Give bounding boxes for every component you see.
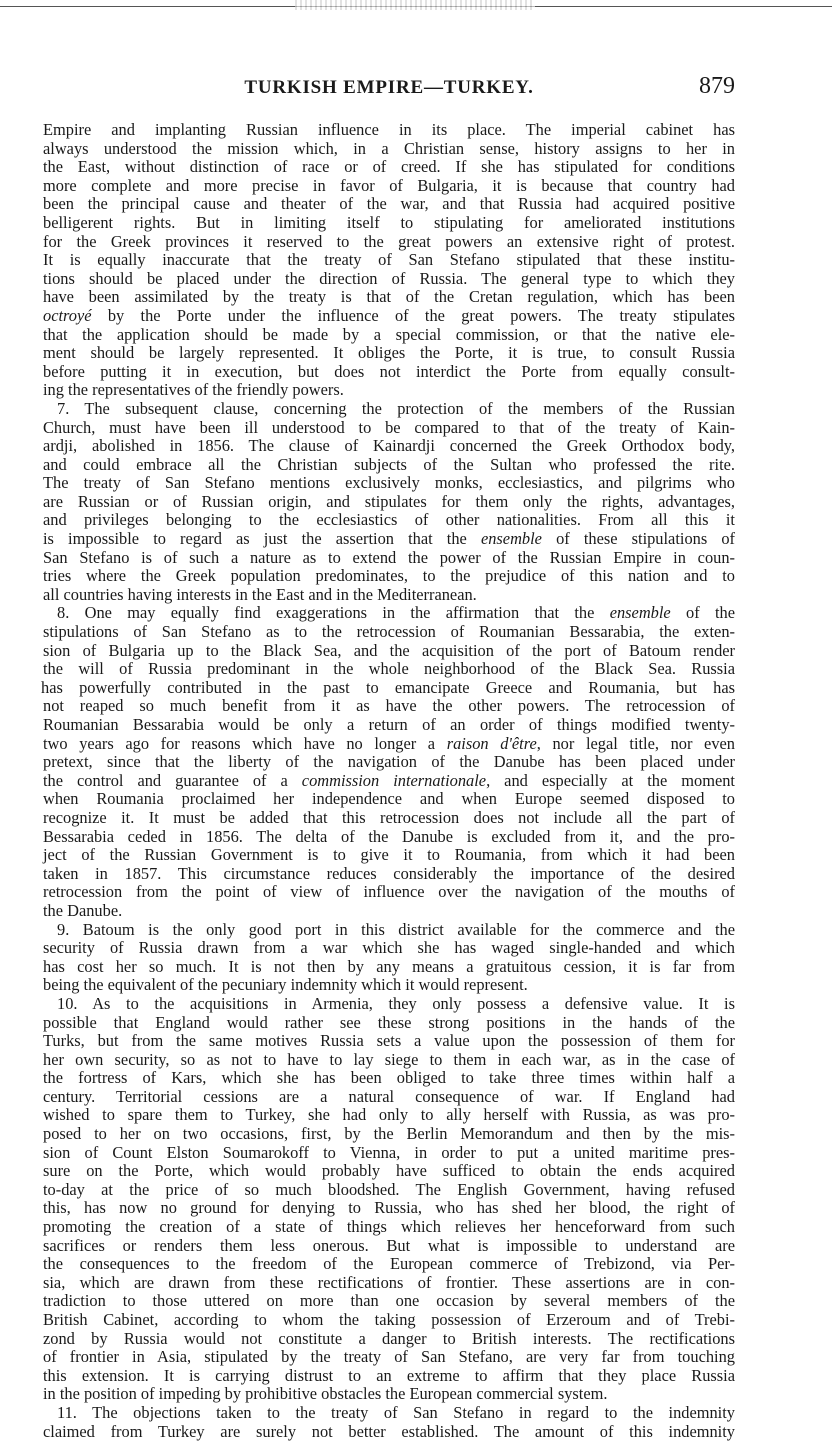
text-line: pretext, since that the liberty of the navigation of the Danube has been placed under <box>43 752 735 772</box>
text-line: ject of the Russian Government is to give it to Roumania, from which it had been <box>43 845 735 865</box>
text-line: always understood the mission which, in a Christian sense, history assigns to her in <box>43 138 735 158</box>
text-line: century. Territorial cessions are a natural consequence of war. If England had <box>43 1086 735 1106</box>
text-line: are Russian or of Russian origin, and stipulates for them only the rights, advantages, <box>43 491 735 511</box>
page-number: 879 <box>699 73 735 99</box>
text-line: the Danube. <box>43 900 123 920</box>
text-line: before putting it in execution, but does not interdict the Porte from equally consult- <box>43 361 735 381</box>
text-line: sacrifices or renders them less onerous. But what is impossible to understand are <box>43 1235 735 1255</box>
text-line: her own security, so as not to have to lay siege to them in each war, as in the case of <box>43 1049 735 1069</box>
text-line: octroyé by the Porte under the influence of the great powers. The treaty stipulates <box>43 305 735 325</box>
text-line: retrocession from the point of view of influence over the navigation of the mouths of <box>43 882 735 902</box>
text-line: possible that England would rather see these strong positions in the hands of the <box>43 1012 735 1032</box>
text-line: posed to her on two occasions, first, by the Berlin Memorandum and then by the mis- <box>43 1124 735 1144</box>
text-line: It is equally inaccurate that the treaty of San Stefano stipulated that these institu- <box>43 250 735 270</box>
text-line: 7. The subsequent clause, concerning the protection of the members of the Russian <box>57 398 735 418</box>
text-line: Empire and implanting Russian influence in its place. The imperial cabinet has <box>43 120 735 139</box>
text-line: recognize it. It must be added that this retrocession does not include all the part of <box>43 807 735 827</box>
text-line: and privileges belonging to the ecclesiastics of other nationalities. From all this it <box>43 510 735 530</box>
text-line: British Cabinet, according to whom the taking possession of Erzeroum and of Trebi- <box>43 1310 735 1329</box>
text-line: for the Greek provinces it reserved to the great powers an extensive right of protest. <box>43 231 735 251</box>
text-line: the consequences to the freedom of the European commerce of Trebizond, via Per- <box>43 1254 735 1274</box>
text-line: Church, must have been ill understood to be compared to that of the treaty of Kain- <box>43 417 735 437</box>
text-line: the East, without distinction of race or of creed. If she has stipulated for conditions <box>43 157 735 177</box>
text-line: has cost her so much. It is not then by any means a gratuitous cession, it is far from <box>43 956 735 976</box>
text-line: tries where the Greek population predominates, to the prejudice of this nation and to <box>43 566 735 586</box>
text-line: Roumanian Bessarabia would be only a return of an order of things modified twenty- <box>43 715 735 734</box>
text-line: The treaty of San Stefano mentions exclusively monks, ecclesiastics, and pilgrims who <box>43 473 735 493</box>
text-line: is impossible to regard as just the assertion that the ensemble of these stipulations of <box>43 529 735 549</box>
text-line: ing the representatives of the friendly powers. <box>43 380 344 400</box>
text-line: claimed from Turkey are surely not better established. The amount of this indemnity <box>43 1421 735 1441</box>
text-line: the control and guarantee of a commission internationale, and especially at the moment <box>43 770 735 790</box>
text-line: 10. As to the acquisitions in Armenia, they only possess a defensive value. It is <box>57 993 735 1013</box>
text-line: promoting the creation of a state of things which relieves her henceforward from such <box>43 1217 735 1237</box>
text-line: tions should be placed under the direction of Russia. The general type to which they <box>43 268 735 288</box>
text-line: all countries having interests in the East and in the Mediterranean. <box>43 584 477 604</box>
text-line: not reaped so much benefit from it as have the other powers. The retrocession of <box>43 696 735 716</box>
text-line: wished to spare them to Turkey, she had only to ally herself with Russia, as was pro- <box>43 1105 735 1125</box>
text-line: sion of Bulgaria up to the Black Sea, and the acquisition of the port of Batoum render <box>43 640 735 660</box>
text-line: sia, which are drawn from these rectifications of frontier. These assertions are in con- <box>43 1272 735 1292</box>
text-line: this extension. It is carrying distrust to an extreme to affirm that they place Russia <box>43 1365 735 1385</box>
text-line: of frontier in Asia, stipulated by the treaty of San Stefano, are very far from touching <box>43 1347 735 1367</box>
running-title: TURKISH EMPIRE—TURKEY. <box>244 77 534 98</box>
text-line: Turks, but from the same motives Russia sets a value upon the possession of them for <box>43 1031 735 1051</box>
text-line: sion of Count Elston Soumarokoff to Vienna, in order to put a united maritime pres- <box>43 1142 735 1162</box>
body-text <box>43 121 735 1441</box>
running-header <box>43 73 735 103</box>
text-line: when Roumania proclaimed her independence and when Europe seemed disposed to <box>43 789 735 809</box>
text-line: 8. One may equally find exaggerations in the affirmation that the ensemble of the <box>57 603 735 623</box>
text-line: been the principal cause and theater of the war, and that Russia had acquired positive <box>43 194 735 214</box>
text-line: stipulations of San Stefano as to the retrocession of Roumanian Bessarabia, the exten- <box>43 622 735 642</box>
text-line: 9. Batoum is the only good port in this district available for the commerce and the <box>57 919 735 939</box>
text-line: the fortress of Kars, which she has been obliged to take three times within half a <box>43 1068 735 1088</box>
text-line: San Stefano is of such a nature as to extend the power of the Russian Empire in coun- <box>43 547 735 567</box>
text-line: ardji, abolished in 1856. The clause of Kainardji concerned the Greek Orthodox body, <box>43 436 735 456</box>
text-line: taken in 1857. This circumstance reduces considerably the importance of the desired <box>43 863 735 883</box>
text-line: ment should be largely represented. It obliges the Porte, it is true, to consult Russia <box>43 343 735 363</box>
text-line: in the position of impeding by prohibitive obstacles the European commercial system. <box>43 1384 608 1404</box>
text-line: more complete and more precise in favor of Bulgaria, it is because that country had <box>43 175 735 195</box>
text-line: zond by Russia would not constitute a danger to British interests. The rectifications <box>43 1328 735 1348</box>
text-line: have been assimilated by the treaty is that of the Cretan regulation, which has been <box>43 287 735 307</box>
text-line: the will of Russia predominant in the whole neighborhood of the Black Sea. Russia <box>43 659 735 679</box>
text-line: belligerent rights. But in limiting itself to stipulating for ameliorated institutions <box>43 212 735 232</box>
text-line: Bessarabia ceded in 1856. The delta of the Danube is excluded from it, and the pro- <box>43 826 735 846</box>
text-line: 11. The objections taken to the treaty of San Stefano in regard to the indemnity <box>57 1402 735 1422</box>
scan-artifact <box>295 0 535 10</box>
text-line: two years ago for reasons which have no longer a raison d'être, nor legal title, nor even <box>43 733 735 753</box>
text-line: that the application should be made by a special commission, or that the native ele- <box>43 324 735 344</box>
text-line: and could embrace all the Christian subjects of the Sultan who professed the rite. <box>43 454 735 474</box>
text-line: has powerfully contributed in the past to emancipate Greece and Roumania, but has <box>41 677 735 697</box>
text-line: sure on the Porte, which would probably have sufficed to obtain the ends acquired <box>43 1161 735 1181</box>
text-line: this, has now no ground for denying to Russia, who has shed her blood, the right of <box>43 1198 735 1218</box>
text-line: to-day at the price of so much bloodshed. The English Government, having refused <box>43 1179 735 1199</box>
text-line: security of Russia drawn from a war which she has waged single-handed and which <box>43 938 735 958</box>
text-line: tradiction to those uttered on more than one occasion by several members of the <box>43 1291 735 1311</box>
text-line: being the equivalent of the pecuniary indemnity which it would represent. <box>43 975 528 995</box>
